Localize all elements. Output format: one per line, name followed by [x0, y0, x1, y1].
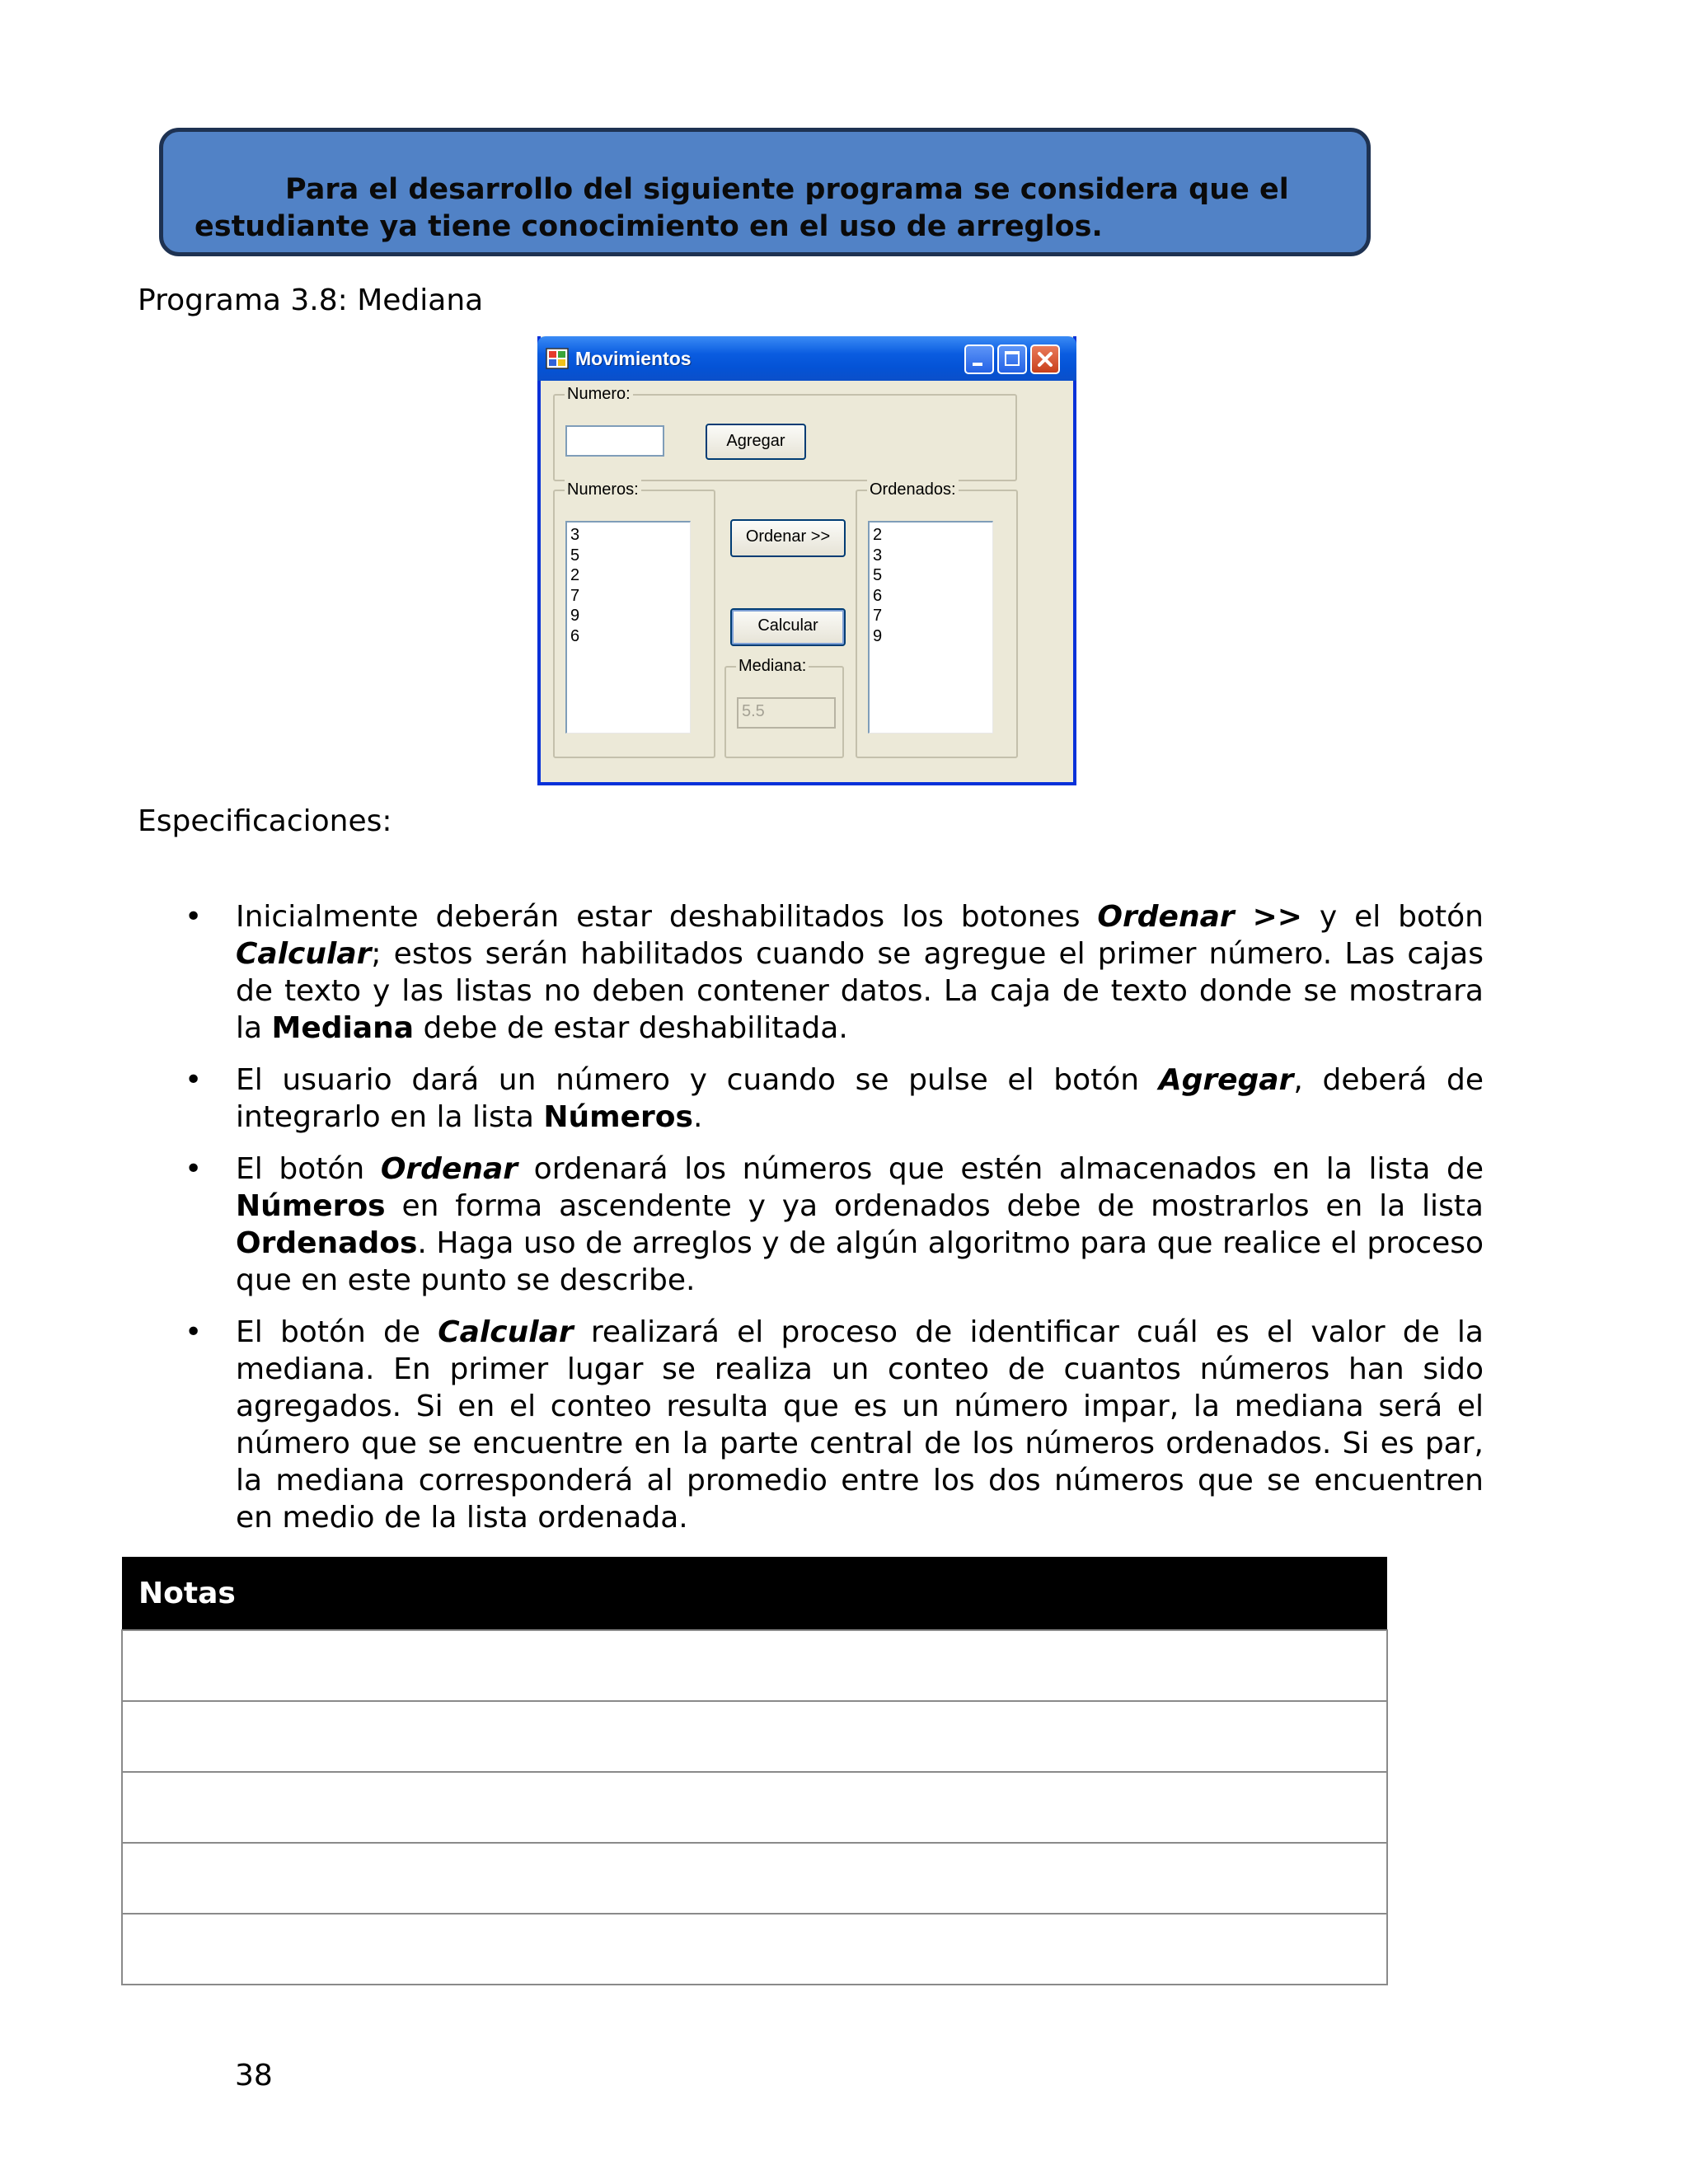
numeros-list-item[interactable]: 3	[570, 526, 580, 544]
page-number: 38	[235, 2059, 273, 2093]
ordenados-list-item[interactable]: 2	[873, 526, 883, 544]
spec-text-run: , deberá de integrarlo en la lista	[236, 1063, 1484, 1134]
prerequisite-note-text: Para el desarrollo del siguiente programa se considera que el estudiante ya tiene conocimiento en el uso de arreglos.	[195, 173, 1289, 243]
spec-text-run: en forma ascendente y ya ordenados debe de mostrarlos en la lista	[385, 1189, 1484, 1223]
notes-row	[122, 1843, 1387, 1914]
bullet-icon: •	[185, 1063, 203, 1097]
spec-item	[165, 898, 1484, 1047]
numeros-list-item[interactable]: 5	[570, 546, 580, 565]
numeros-list-item[interactable]: 2	[570, 566, 580, 584]
bullet-icon: •	[185, 1152, 203, 1186]
numero-label: Numero:	[565, 384, 633, 404]
notes-row	[122, 1630, 1387, 1701]
close-button[interactable]	[1030, 344, 1060, 374]
notes-row	[122, 1772, 1387, 1843]
numero-input[interactable]	[565, 425, 664, 457]
notes-line	[122, 1701, 1387, 1772]
spec-text-run: .	[692, 1100, 703, 1134]
ordenados-list-item[interactable]: 3	[873, 546, 883, 565]
spec-text-run: Ordenar >>	[1097, 900, 1302, 934]
notes-row	[122, 1701, 1387, 1772]
notes-line	[122, 1914, 1387, 1985]
agregar-button[interactable]: Agregar	[706, 424, 806, 460]
numeros-list-item[interactable]: 9	[570, 607, 580, 625]
maximize-button[interactable]	[997, 344, 1027, 374]
bullet-icon: •	[185, 1315, 203, 1349]
spec-text-run: Mediana	[271, 1011, 415, 1045]
mediana-label: Mediana:	[736, 656, 809, 676]
ordenados-list-item[interactable]: 5	[873, 566, 883, 584]
spec-item	[165, 1151, 1484, 1299]
numeros-list[interactable]	[565, 521, 691, 733]
ordenados-list-item[interactable]: 6	[873, 586, 883, 605]
numeros-list-item[interactable]: 7	[570, 586, 580, 605]
spec-item	[165, 1062, 1484, 1136]
spec-text-run: debe de estar deshabilitada.	[414, 1011, 848, 1045]
close-icon	[1032, 346, 1058, 373]
spec-text-run: Números	[236, 1189, 386, 1223]
spec-text-run: Ordenar	[380, 1152, 518, 1186]
movimientos-window	[537, 336, 1076, 785]
app-icon	[546, 348, 569, 369]
spec-text-run: ; estos serán habilitados cuando se agregue el primer número. Las cajas de texto y las listas no deben contener datos. La caja de texto donde se mostrara la	[236, 937, 1484, 1045]
prerequisite-note-box	[159, 128, 1371, 256]
spec-text-run: El botón	[236, 1152, 381, 1186]
spec-text-run: Calcular	[438, 1315, 574, 1349]
spec-item	[165, 1314, 1484, 1536]
spec-text-run: Números	[543, 1100, 693, 1134]
window-title: Movimientos	[575, 348, 692, 369]
spec-text-run: . Haga uso de arreglos y de algún algoritmo para que realice el proceso que en este punto se describe.	[236, 1226, 1484, 1297]
minimize-icon	[973, 363, 982, 366]
ordenados-list-item[interactable]: 7	[873, 607, 883, 625]
notes-row	[122, 1914, 1387, 1985]
notes-line	[122, 1843, 1387, 1914]
notes-line	[122, 1630, 1387, 1701]
program-caption: Programa 3.8: Mediana	[138, 284, 484, 317]
spec-text-run: El usuario dará un número y cuando se pulse el botón	[236, 1063, 1159, 1097]
ordenar-button[interactable]: Ordenar >>	[730, 519, 846, 557]
notes-table	[121, 1557, 1388, 1985]
maximize-icon	[1005, 351, 1020, 366]
spec-text-run: El botón de	[236, 1315, 438, 1349]
numero-groupbox	[553, 385, 1017, 481]
bullet-icon: •	[185, 900, 203, 934]
minimize-button[interactable]	[964, 344, 994, 374]
window-titlebar[interactable]	[537, 336, 1076, 381]
specifications-list	[165, 898, 1484, 1551]
ordenados-list[interactable]	[868, 521, 993, 733]
ordenados-groupbox	[856, 480, 1018, 758]
notes-line	[122, 1772, 1387, 1843]
spec-text-run: Inicialmente deberán estar deshabilitados los botones	[236, 900, 1098, 934]
notes-header: Notas	[122, 1557, 1387, 1630]
numeros-label: Numeros:	[565, 480, 641, 499]
spec-text-run: y el botón	[1301, 900, 1484, 934]
specs-title: Especificaciones:	[138, 804, 392, 838]
spec-text-run: Agregar	[1158, 1063, 1294, 1097]
calcular-button[interactable]: Calcular	[730, 608, 846, 646]
numeros-list-item[interactable]: 6	[570, 626, 580, 645]
spec-text-run: Ordenados	[236, 1226, 418, 1260]
spec-text-run: ordenará los números que estén almacenados en la lista de	[518, 1152, 1484, 1186]
mediana-output: 5.5	[737, 697, 836, 729]
spec-text-run: realizará el proceso de identificar cuál es el valor de la mediana. En primer lugar se realiza un conteo de cuantos números han sido agregados. Si en el conteo resulta que es un número impar, la mediana será el número que se encuentre en la parte central de los números ordenados. Si es par, la mediana corresponderá al promedio entre los dos números que se encuentren en medio de la lista ordenada.	[236, 1315, 1484, 1535]
mediana-groupbox	[724, 657, 844, 758]
ordenados-list-item[interactable]: 9	[873, 626, 883, 645]
spec-text-run: Calcular	[236, 937, 372, 971]
ordenados-label: Ordenados:	[867, 480, 959, 499]
numeros-groupbox	[553, 480, 715, 758]
